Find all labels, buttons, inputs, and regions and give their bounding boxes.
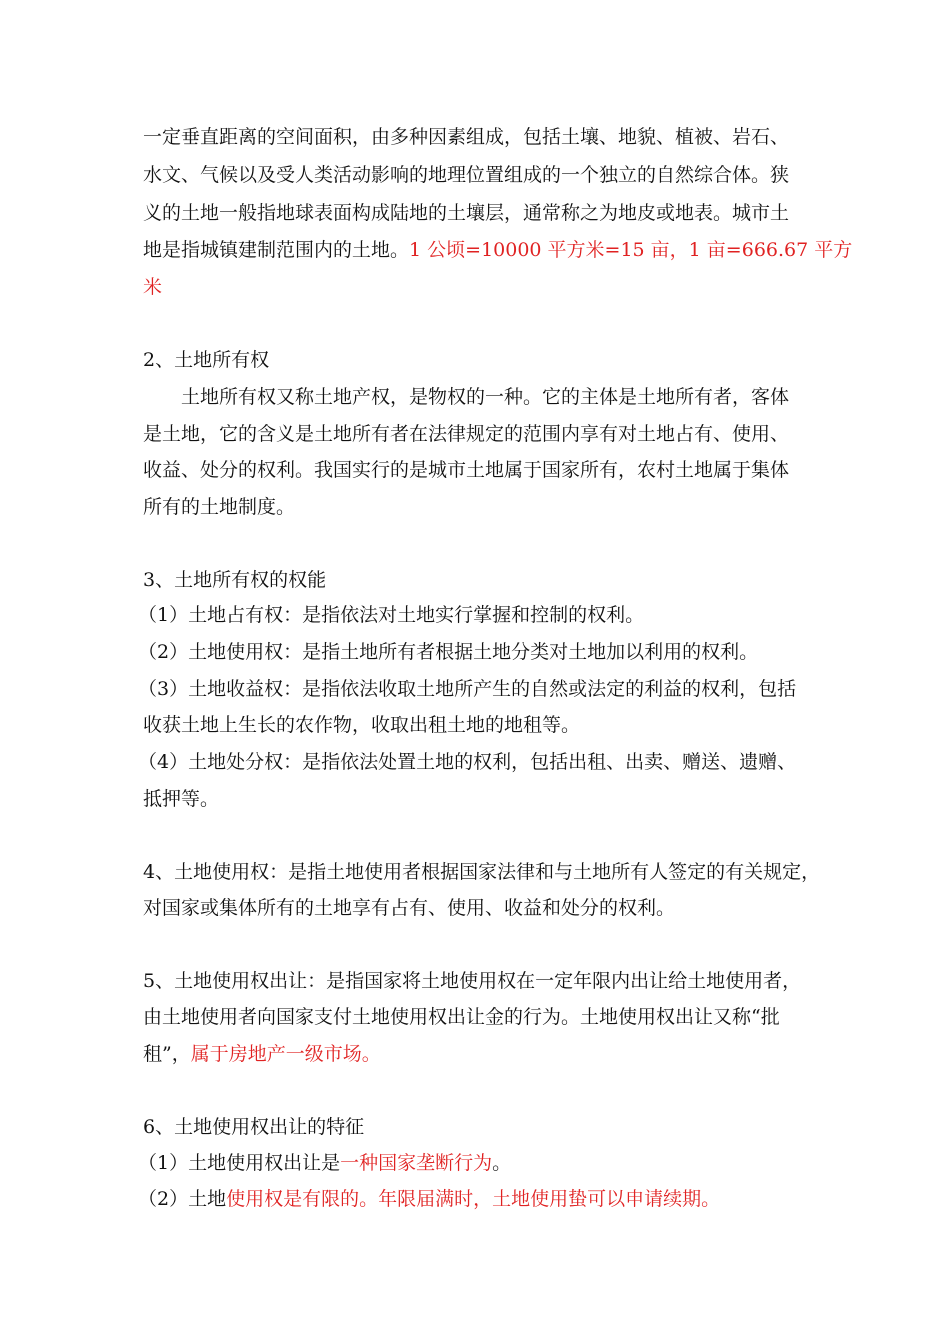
paragraph-line: 5、土地使用权出让：是指国家将土地使用权在一定年限内出让给土地使用者，: [143, 970, 802, 992]
paragraph-line: [143, 1041, 381, 1067]
body-text: 。: [492, 1152, 512, 1174]
paragraph-line: 义的土地一般指地球表面构成陆地的土壤层，通常称之为地皮或地表。城市土: [143, 202, 790, 224]
list-item: [138, 1186, 720, 1212]
list-item: （2）土地使用权：是指土地所有者根据土地分类对土地加以利用的权利。: [138, 641, 759, 663]
section-heading: 3、土地所有权的权能: [143, 569, 327, 591]
list-item-continuation: 抵押等。: [143, 788, 220, 810]
list-item: （4）土地处分权：是指依法处置土地的权利，包括出租、出卖、赠送、遗赠、: [138, 751, 797, 773]
highlighted-text: 属于房地产一级市场。: [190, 1043, 381, 1065]
list-item-continuation: 收获土地上生长的农作物，收取出租土地的地租等。: [143, 714, 581, 736]
highlighted-text: 使用权是有限的。年限届满时，土地使用蛰可以申请续期。: [226, 1188, 721, 1210]
paragraph-line: 水文、气候以及受人类活动影响的地理位置组成的一个独立的自然综合体。狭: [143, 164, 790, 186]
list-item: [138, 1150, 511, 1176]
paragraph-line: 对国家或集体所有的土地享有占有、使用、收益和处分的权利。: [143, 897, 676, 919]
body-text: （2）土地: [138, 1188, 227, 1210]
section-heading: 2、土地所有权: [143, 349, 270, 371]
list-item: （1）土地占有权：是指依法对土地实行掌握和控制的权利。: [138, 604, 645, 626]
paragraph-line: 收益、处分的权利。我国实行的是城市土地属于国家所有，农村土地属于集体: [143, 459, 790, 481]
paragraph-line: 土地所有权又称土地产权，是物权的一种。它的主体是土地所有者，客体: [181, 386, 790, 408]
paragraph-line: 由土地使用者向国家支付土地使用权出让金的行为。土地使用权出让又称“批: [143, 1006, 780, 1028]
paragraph-line: [143, 237, 852, 263]
paragraph-line: 所有的土地制度。: [143, 496, 296, 518]
highlighted-text: 一种国家垄断行为: [340, 1152, 493, 1174]
paragraph-line: 是土地，它的含义是土地所有者在法律规定的范围内享有对土地占有、使用、: [143, 423, 790, 445]
paragraph-line: 一定垂直距离的空间面积，由多种因素组成，包括土壤、地貌、植被、岩石、: [143, 126, 790, 148]
body-text: 租”，: [143, 1043, 191, 1065]
body-text: 地是指城镇建制范围内的土地。: [143, 239, 410, 261]
list-item: （3）土地收益权：是指依法收取土地所产生的自然或法定的利益的权利，包括: [138, 678, 797, 700]
paragraph-line: 4、土地使用权：是指土地使用者根据国家法律和与土地所有人签定的有关规定，: [143, 861, 821, 883]
highlighted-text: 1 公顷=10000 平方米=15 亩，1 亩=666.67 平方: [409, 239, 853, 261]
section-heading: 6、土地使用权出让的特征: [143, 1116, 365, 1138]
body-text: （1）土地使用权出让是: [138, 1152, 341, 1174]
highlighted-line: 米: [143, 276, 163, 298]
